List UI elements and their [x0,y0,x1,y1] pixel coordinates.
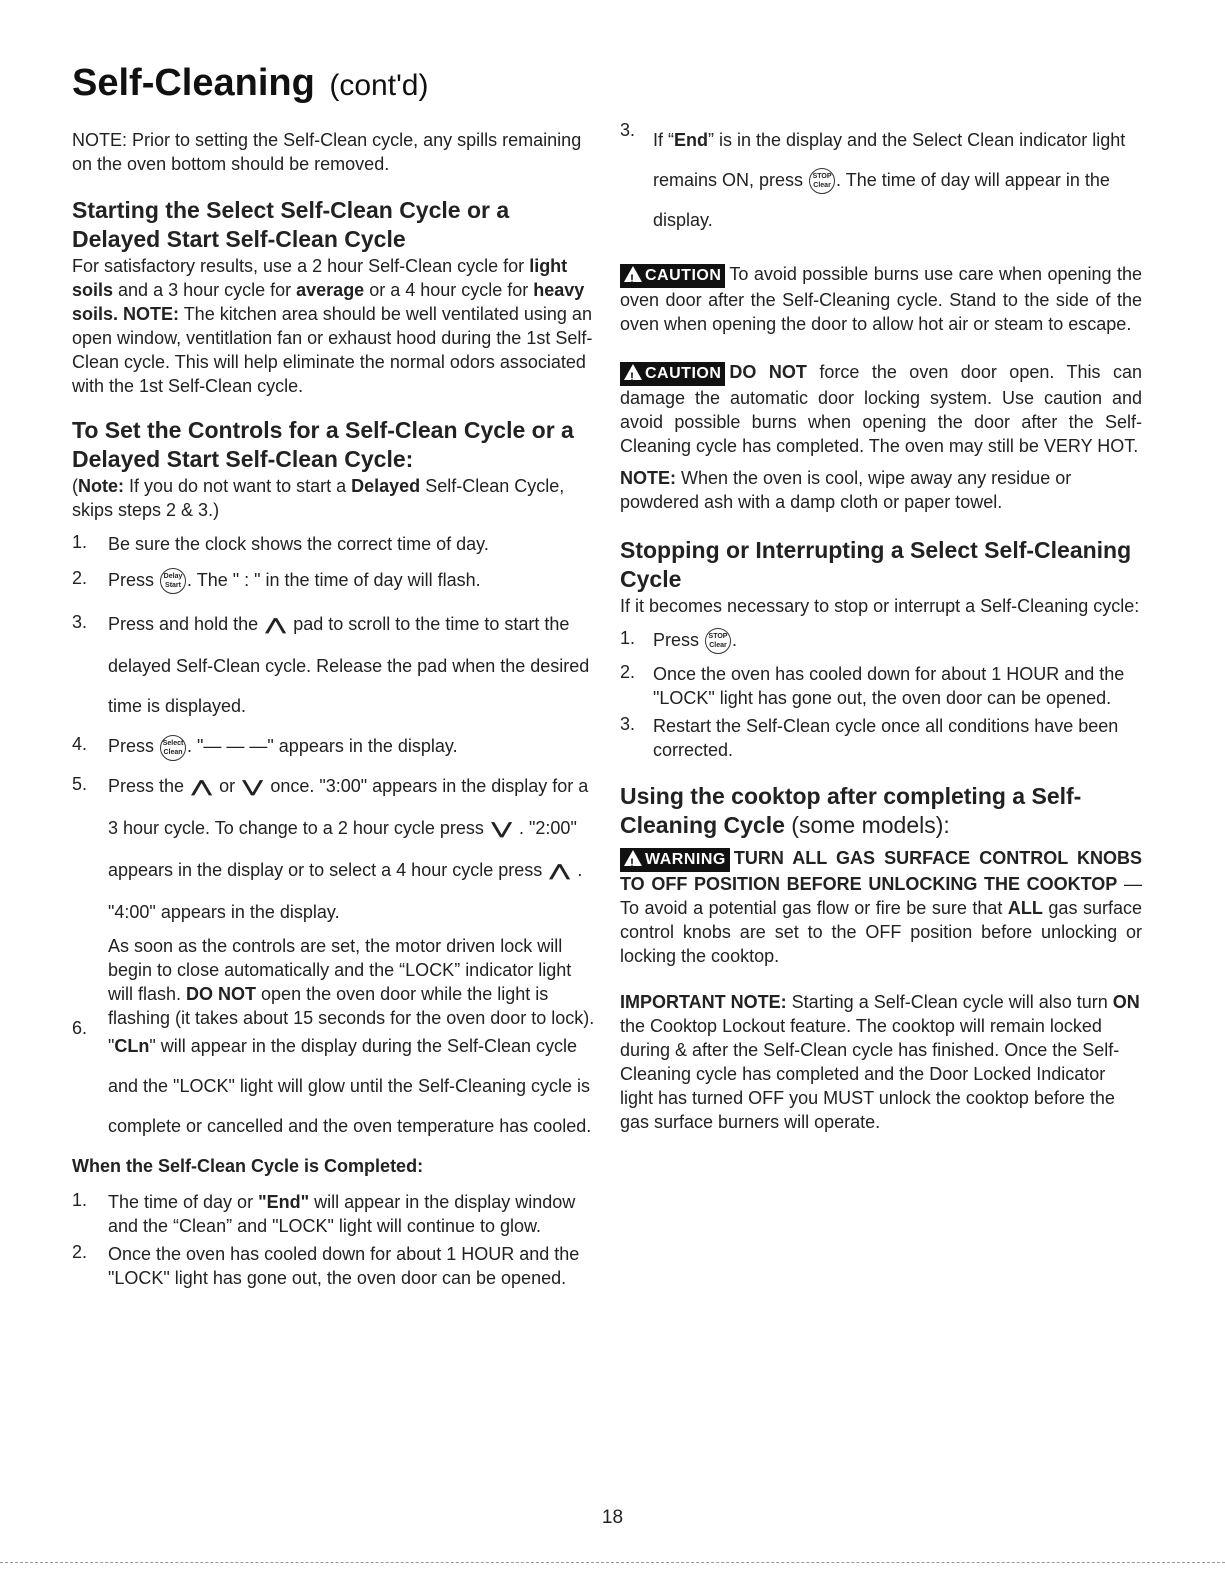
text: " will appear in the display during the Self-Clean cycle and the "LOCK" light will glow until the Self-Cleaning cycle is complete or cancelled and the oven temperature has cooled. [108,1036,592,1137]
text: The kitchen area should be well ventilated using an open window, ventitlation fan or exhaust hood during the 1st Self-Clean cycle. This will help eliminate the normal odors associated with the 1st Self-Clean cycle. [72,304,593,396]
select-clean-key-icon [160,735,186,761]
warning-triangle-icon [624,850,642,866]
stop-step-3 [620,714,1142,762]
bold-text: heavy soils. NOTE: [72,280,585,324]
down-arrow-icon: ⋁ [242,779,263,797]
heading-starting: Starting the Select Self-Clean Cycle or a Delayed Start Self-Clean Cycle [72,197,510,252]
step-4 [72,726,596,766]
stop-clear-key-icon [705,628,731,654]
text: . [732,630,738,650]
heading-cooktop [620,782,1142,840]
text: ( [72,476,78,496]
bold-text: Note: [78,476,124,496]
bold-text: "End" [258,1192,310,1213]
down-arrow-icon: ⋁ [491,821,512,839]
text: — To avoid a potential gas flow or fire be sure that [620,874,1142,919]
bold-text: TURN ALL GAS SURFACE CONTROL KNOBS TO OFF POSITION BEFORE UNLOCKING THE COOKTOP [620,848,1142,895]
title-sub: (cont'd) [329,69,429,102]
step-text [108,568,596,594]
warning-gas [620,846,1142,968]
bottom-divider [0,1562,1225,1563]
icon-label: Start [165,582,181,590]
stopping-paragraph: If it becomes necessary to stop or interrupt a Self-Cleaning cycle: [620,596,1140,616]
icon-label: Clear [709,642,727,650]
icon-label: Clean [163,748,183,756]
caution-badge [620,362,725,386]
delay-start-key-icon [160,568,186,594]
step-number: 2. [72,1242,88,1263]
heading-text: Using the cooktop after completing a Self-Cleaning Cycle [620,783,1082,839]
completed-step-2 [72,1242,596,1290]
step-number: 4. [72,734,88,755]
step-text [108,604,596,726]
page-number: 18 [601,1507,624,1528]
caution-badge [620,264,725,288]
step-5-main [108,766,596,932]
text: open the oven door while the light is flashing (it takes about 15 seconds for the oven door to lock). [108,984,595,1029]
page-title [72,62,428,105]
warning-triangle-icon [624,266,642,282]
text: To avoid possible burns use care when opening the oven door after the Self-Cleaning cycle. Stand to the side of the oven when opening the door to allow hot air or steam to escape. [620,264,1142,334]
bold-text: CLn [114,1036,150,1057]
text: force the oven door open. This can damage the automatic door locking system. Use caution and avoid possible burns when opening the door after the Self-Cleaning cycle has completed. The oven may still be VERY HOT. [620,362,1142,456]
badge-label: WARNING [645,851,726,869]
step-text [108,1190,596,1238]
bold-text: IMPORTANT NOTE: [620,992,787,1013]
step-number: 3. [620,714,636,735]
bold-text: average [296,280,365,300]
bold-text: DO NOT [186,984,257,1005]
heading-sub: (some models): [784,812,950,839]
set-note [72,474,596,522]
stop-step-1 [620,628,1142,654]
step-text [653,120,1142,240]
step-text: Restart the Self-Clean cycle once all conditions have been corrected. [653,716,1119,761]
heading-completed: When the Self-Clean Cycle is Completed: [72,1156,424,1177]
text: and a 3 hour cycle for [113,280,297,300]
step-number: 3. [72,612,88,633]
right-column [620,120,1142,1134]
note-cool [620,466,1142,514]
step-5 [72,766,596,1030]
warning-badge [620,848,730,872]
bold-text: ALL [1007,898,1043,919]
text: pad to scroll to the time to start the delayed Self-Clean cycle. Release the pad when the desired time is displayed. [108,614,590,717]
up-arrow-icon: ⋀ [549,863,570,881]
text: For satisfactory results, use a 2 hour Self-Clean cycle for [72,256,530,276]
text: The time of day or [108,1192,259,1213]
text: or [214,776,241,797]
heading-set-controls: To Set the Controls for a Self-Clean Cycle or a Delayed Start Self-Clean Cycle: [72,417,574,472]
step-5-extra [108,934,596,1030]
step-number: 1. [620,628,636,648]
up-arrow-icon: ⋀ [191,779,212,797]
step-1 [72,532,596,556]
step-text [108,1026,596,1146]
stop-step-2 [620,662,1142,710]
text: the Cooktop Lockout feature. The cooktop will remain locked during & after the Self-Clean cycle has finished. Once the Self-Cleaning cycle has completed and the Door Locked Indicator light has turned OFF you MUST unlock the cooktop before the gas surface burners will operate. [620,1016,1120,1133]
intro-note: NOTE: Prior to setting the Self-Clean cycle, any spills remaining on the oven bottom should be removed. [72,130,582,174]
bold-text: light soils [72,256,568,300]
bold-text: DO NOT [729,362,807,382]
caution-2 [620,360,1142,458]
step-text: Be sure the clock shows the correct time of day. [108,534,489,554]
text: will appear in the display window and the “Clean” and "LOCK" light will continue to glow. [108,1192,576,1237]
bold-text: NOTE: [620,468,676,488]
icon-label: STOP [708,633,728,641]
bold-text: Delayed [351,476,421,496]
text: . The time of day will appear in the display. [653,170,1110,230]
text: Self-Clean Cycle, skips steps 2 & 3.) [72,476,565,520]
title-main: Self-Cleaning [72,62,315,104]
badge-label: CAUTION [645,365,722,382]
step-number: 6. [72,1018,88,1039]
step-number: 5. [72,774,88,795]
step-number: 1. [72,532,88,552]
important-note [620,990,1142,1134]
step-number: 3. [620,120,636,140]
up-arrow-icon: ⋀ [265,617,286,635]
icon-label: Select [162,739,184,747]
text: . "4:00" appears in the display. [108,860,583,923]
text: Press [653,630,705,650]
text: . "— — —" appears in the display. [187,736,458,757]
text: . "2:00" appears in the display or to select a 4 hour cycle press [108,818,577,881]
step-text: Once the oven has cooled down for about 1 HOUR and the "LOCK" light has gone out, the oven door can be opened. [653,664,1125,709]
text: ” is in the display and the Select Clean indicator light remains ON, press [653,130,1126,190]
text: If “ [653,130,674,150]
step-text: Once the oven has cooled down for about 1 HOUR and the "LOCK" light has gone out, the oven door can be opened. [108,1244,580,1289]
text: Press and hold the [108,614,264,635]
caution-1 [620,262,1142,336]
text: Press [108,736,160,757]
step-number: 1. [72,1190,88,1211]
bold-text: ON [1112,992,1140,1013]
text: As soon as the controls are set, the motor driven lock will begin to close automatically and the “LOCK” indicator light will flash. [108,936,572,1005]
step-number: 2. [72,568,88,588]
text: or a 4 hour cycle for [364,280,534,300]
completed-step-1 [72,1190,596,1238]
bold-text: End [674,130,708,150]
left-column [72,128,596,1290]
text: Starting a Self-Clean cycle will also turn [786,992,1113,1013]
starting-paragraph [72,254,596,398]
step-text [108,726,596,766]
step-3 [72,604,596,726]
text: When the oven is cool, wipe away any residue or powdered ash with a damp cloth or paper towel. [620,468,1072,512]
icon-label: STOP [812,173,832,181]
stop-clear-key-icon [809,168,835,194]
text: Press the [108,776,190,797]
step-text [653,628,1142,654]
text: gas surface control knobs are set to the OFF position before unlocking or locking the cooktop. [620,898,1142,967]
step-number: 2. [620,662,636,683]
text: once. "3:00" appears in the display for a 3 hour cycle. To change to a 2 hour cycle press [108,776,589,839]
heading-stopping: Stopping or Interrupting a Select Self-Cleaning Cycle [620,537,1132,592]
text: . The " : " in the time of day will flash. [187,570,481,590]
badge-label: CAUTION [645,267,722,284]
step-6 [72,1018,596,1146]
icon-label: Clear [813,182,831,190]
warning-triangle-icon [624,364,642,380]
icon-label: Delay [163,573,183,581]
text: " [108,1036,115,1057]
step-text [108,766,596,932]
step-2 [72,568,596,594]
text: If you do not want to start a [124,476,352,496]
select-clean-end-step [620,120,1142,240]
text: Press [108,570,160,590]
